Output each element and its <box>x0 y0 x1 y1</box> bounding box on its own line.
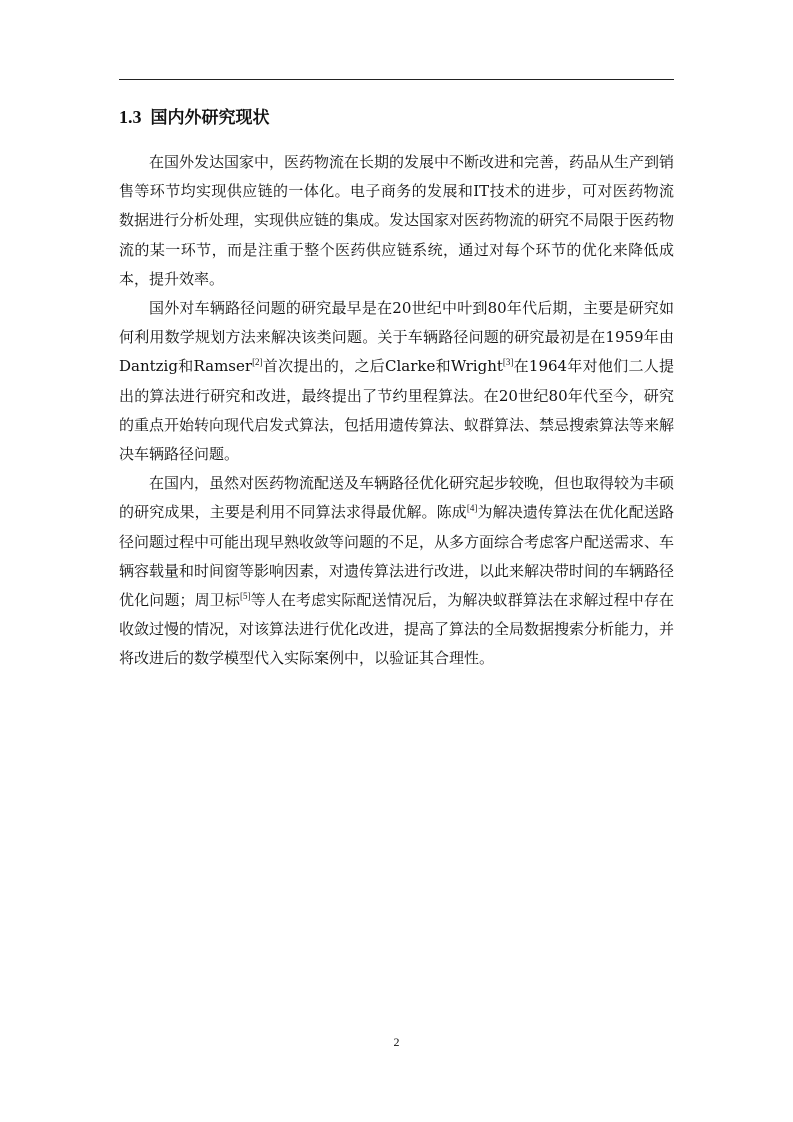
citation-2[interactable]: [2] <box>252 357 263 368</box>
page-number: 2 <box>393 1035 400 1049</box>
paragraph-1: 在国外发达国家中，医药物流在长期的发展中不断改进和完善，药品从生产到销售等环节均实现供应链的一体化。电子商务的发展和IT技术的进步，可对医药物流数据进行分析处理，实现供应链的集成。发达国家对医药物流的研究不局限于医药物流的某一环节，而是注重于整个医药供应链系统，通过对每个环节的优化来降低成本，提升效率。 <box>119 153 675 288</box>
paragraph-2 <box>119 294 674 469</box>
paragraph-2-part-a: 国外对车辆路径问题的研究最早是在20世纪中叶到80年代后期，主要是研究如何利用数学规划方法来解决该类问题。关于车辆路径问题的研究最初是在1959年由Dantzig和Ramser <box>119 299 674 376</box>
paragraph-3-part-a: 在国内，虽然对医药物流配送及车辆路径优化研究起步较晚，但也取得较为丰硕的研究成果，主要是利用不同算法求得最优解。陈成 <box>119 474 675 522</box>
citation-5[interactable]: [5] <box>240 591 251 602</box>
section-heading <box>119 104 674 131</box>
paragraph-2-part-c: 在1964年对他们二人提出的算法进行研究和改进，最终提出了节约里程算法。在20世纪80年代至今，研究的重点开始转向现代启发式算法，包括用遗传算法、蚁群算法、禁忌搜索算法等来解决车辆路径问题。 <box>119 357 675 464</box>
section-number: 1.3 <box>119 107 142 127</box>
section-title: 国内外研究现状 <box>150 108 270 128</box>
citation-3[interactable]: [3] <box>502 357 514 368</box>
citation-4[interactable]: [4] <box>466 503 478 514</box>
paragraph-3-part-c: 等人在考虑实际配送情况后，为解决蚁群算法在求解过程中存在收敛过慢的情况，对该算法进行优化改进，提高了算法的全局数据搜索分析能力，并将改进后的数学模型代入实际案例中，以验证其合理性。 <box>119 591 675 668</box>
paragraph-3-part-b: 为解决遗传算法在优化配送路径问题过程中可能出现早熟收敛等问题的不足，从多方面综合考虑客户配送需求、车辆容载量和时间窗等影响因素，对遗传算法进行改进，以此来解决带时间的车辆路径优化问题；周卫标 <box>119 503 675 610</box>
header-rule <box>119 79 674 80</box>
paragraph-3 <box>119 469 674 673</box>
paragraph-2-part-b: 首次提出的，之后Clarke和Wright <box>262 357 503 376</box>
body-text <box>119 148 674 674</box>
